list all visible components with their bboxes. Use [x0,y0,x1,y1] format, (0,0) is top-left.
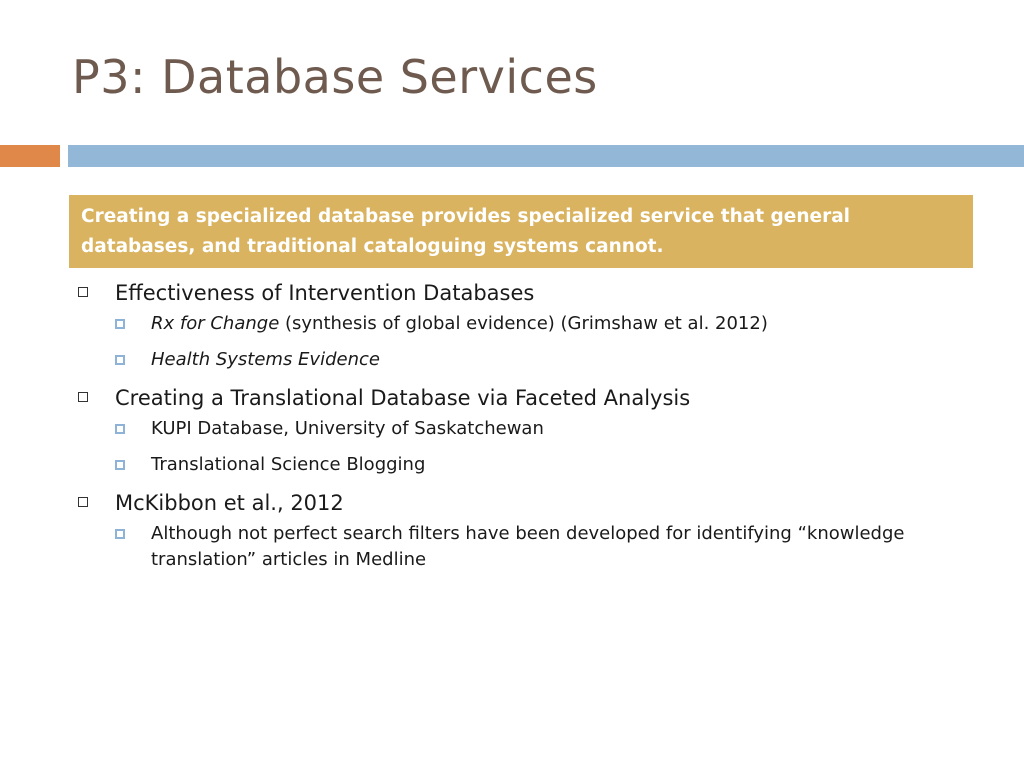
sub-bullet-item [115,521,978,573]
sub-bullet-list [115,416,978,478]
hollow-square-bullet-icon [78,497,88,507]
bullet-text: Creating a Translational Database via Faceted Analysis [115,386,691,410]
sub-bullet-italic-text: Rx for Change [151,313,280,334]
bullet-text: Effectiveness of Intervention Databases [115,281,535,305]
sub-bullet-text: (synthesis of global evidence) (Grimshaw et al. 2012) [279,313,768,334]
bullet-item [78,488,978,573]
square-sub-bullet-icon [115,460,125,470]
sub-bullet-text: Translational Science Blogging [151,454,426,475]
sub-bullet-text: KUPI Database, University of Saskatchewan [151,418,544,439]
sub-bullet-item [115,416,978,442]
bullet-item [78,383,978,478]
slide-title: P3: Database Services [72,50,598,104]
square-sub-bullet-icon [115,529,125,539]
sub-bullet-item [115,452,978,478]
square-sub-bullet-icon [115,319,125,329]
hollow-square-bullet-icon [78,392,88,402]
bullet-item [78,278,978,373]
bullet-text: McKibbon et al., 2012 [115,491,344,515]
accent-bar-blue [68,145,1024,167]
sub-bullet-item [115,347,978,373]
square-sub-bullet-icon [115,355,125,365]
sub-bullet-text: Although not perfect search filters have been developed for identifying “knowledge translation” articles in Medline [151,523,905,570]
square-sub-bullet-icon [115,424,125,434]
sub-bullet-list [115,521,978,573]
sub-bullet-italic-text: Health Systems Evidence [151,349,380,370]
accent-bar-orange [0,145,60,167]
bullet-list [78,278,978,583]
hollow-square-bullet-icon [78,287,88,297]
callout-text: Creating a specialized database provides specialized service that general databases, and traditional cataloguing systems cannot. [81,206,851,257]
sub-bullet-list [115,311,978,373]
callout-box [69,195,973,268]
sub-bullet-item [115,311,978,337]
